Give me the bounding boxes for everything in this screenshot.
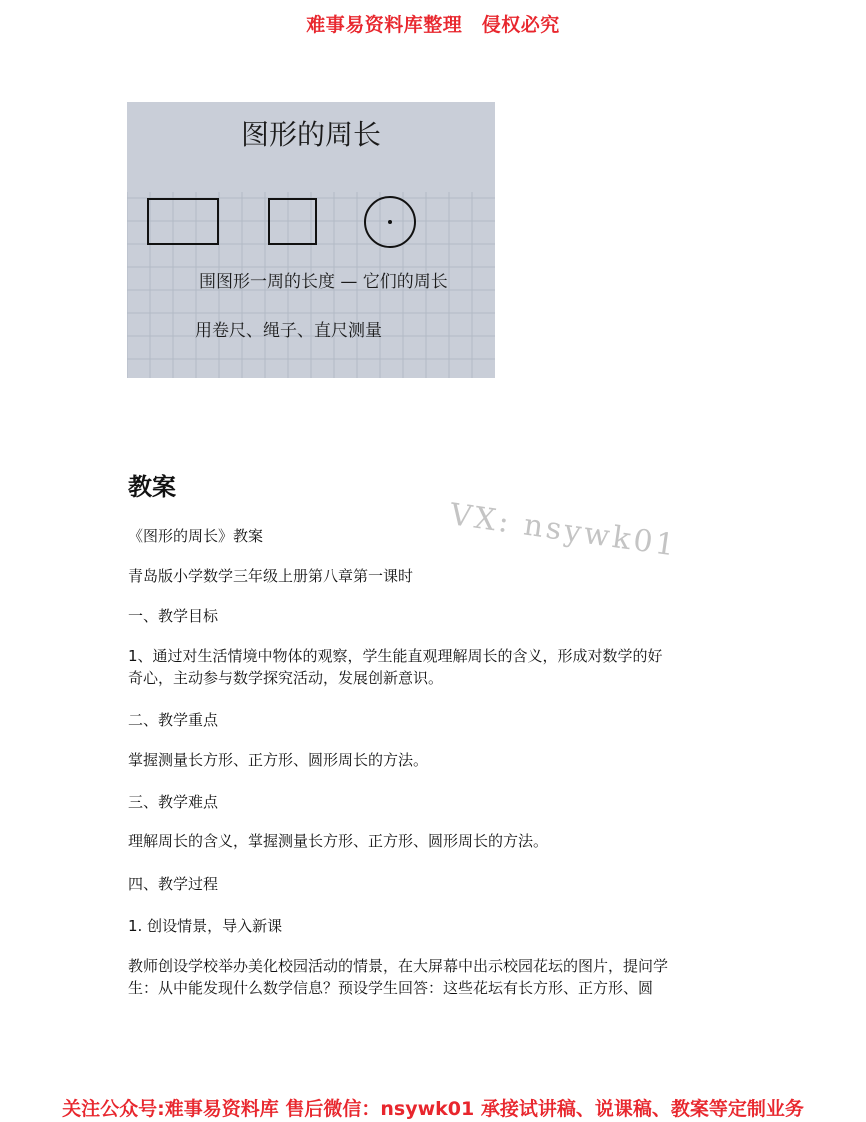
paragraph: 1、通过对生活情境中物体的观察，学生能直观理解周长的含义，形成对数学的好 bbox=[128, 647, 663, 665]
handwritten-note-photo bbox=[127, 102, 495, 378]
section-heading: 教案 bbox=[128, 473, 176, 501]
watermark: VX: nsywk01 bbox=[447, 497, 680, 564]
photo-line-2: 用卷尺、绳子、直尺测量 bbox=[195, 321, 382, 341]
paragraph: 生：从中能发现什么数学信息？预设学生回答：这些花坛有长方形、正方形、圆 bbox=[128, 979, 654, 997]
section-title: 三、教学难点 bbox=[128, 793, 219, 811]
footer-notice: 关注公众号:难事易资料库 售后微信：nsywk01 承接试讲稿、说课稿、教案等定制业务 bbox=[62, 1098, 804, 1120]
paragraph: 掌握测量长方形、正方形、圆形周长的方法。 bbox=[128, 751, 429, 769]
section-title: 二、教学重点 bbox=[128, 711, 219, 729]
header-notice: 难事易资料库整理 侵权必究 bbox=[306, 14, 560, 36]
paragraph: 教师创设学校举办美化校园活动的情景，在大屏幕中出示校园花坛的图片，提问学 bbox=[128, 957, 669, 975]
subsection-title: 1. 创设情景，导入新课 bbox=[128, 917, 283, 935]
section-title: 四、教学过程 bbox=[128, 875, 219, 893]
paragraph: 奇心，主动参与数学探究活动，发展创新意识。 bbox=[128, 669, 444, 687]
section-title: 一、教学目标 bbox=[128, 607, 219, 625]
doc-title-line: 《图形的周长》教案 bbox=[128, 527, 264, 545]
paragraph: 理解周长的含义，掌握测量长方形、正方形、圆形周长的方法。 bbox=[128, 832, 549, 850]
paragraph: 青岛版小学数学三年级上册第八章第一课时 bbox=[128, 567, 414, 585]
photo-title: 图形的周长 bbox=[240, 118, 382, 151]
photo-line-1: 围图形一周的长度 — 它们的周长 bbox=[199, 272, 448, 292]
